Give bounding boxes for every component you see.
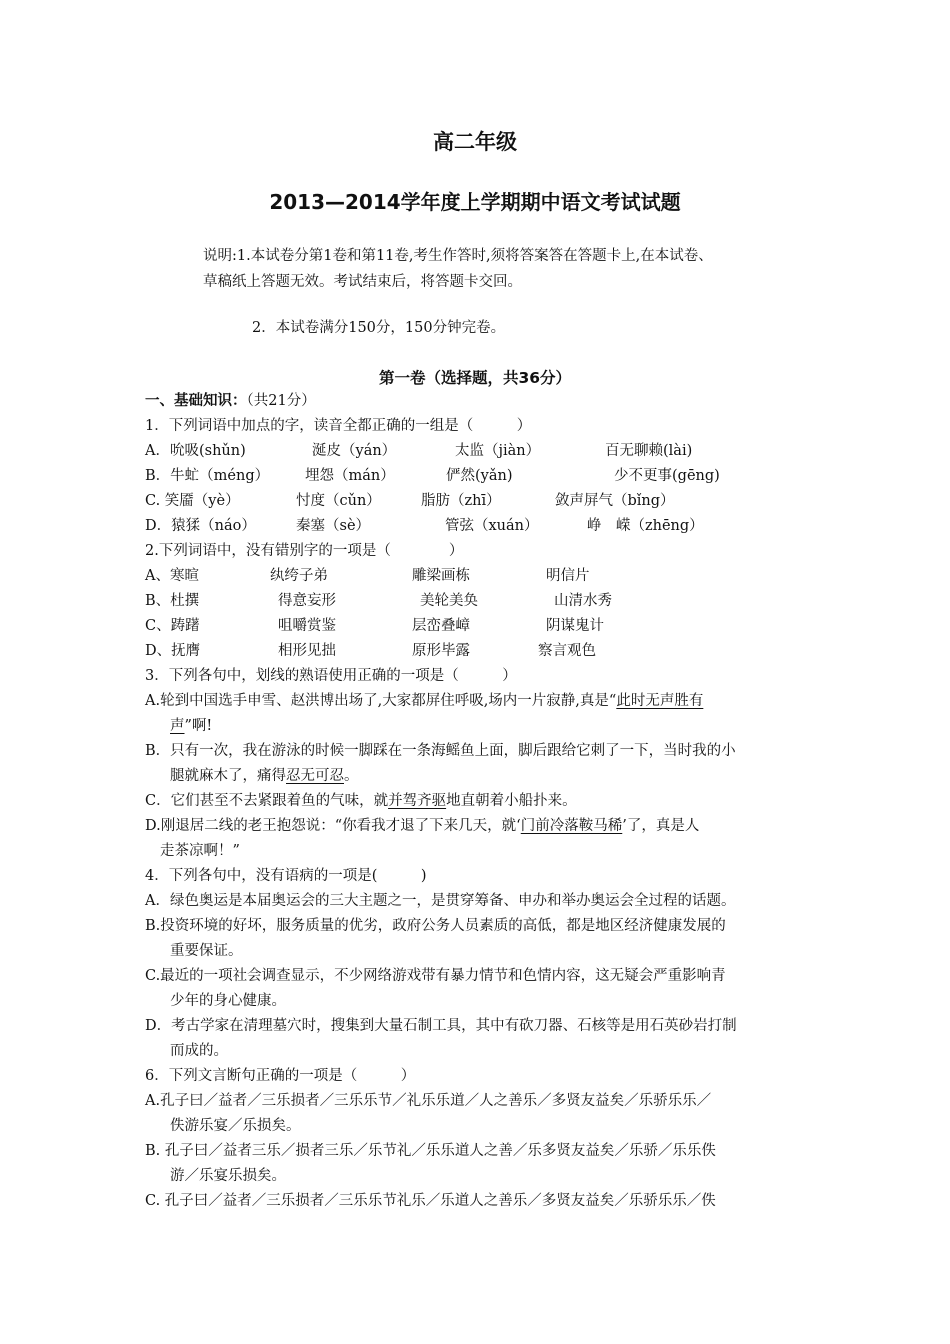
q3-option-a-line2: 声”啊!: [170, 718, 213, 734]
question-6-stem: 6．下列文言断句正确的一项是（ ）: [145, 1068, 416, 1084]
q2-option-d-4: 察言观色: [538, 643, 596, 659]
exam-title: 2013—2014学年度上学期期中语文考试试题: [269, 190, 681, 214]
q6-option-b-line1: B. 孔子曰／益者三乐／损者三乐／乐节礼／乐乐道人之善／乐多贤友益矣／乐骄／乐乐佚: [145, 1143, 716, 1159]
q1-option-c-1: C. 笑靥（yè）: [145, 493, 240, 509]
q2-option-d-2: 相形见拙: [278, 643, 336, 659]
instruction-line-1: 说明:1.本试卷分第1卷和第11卷,考生作答时,须将答案答在答题卡上,在本试卷、: [203, 248, 713, 264]
grade-heading: 高二年级: [433, 130, 517, 154]
instruction-line-3: 2．本试卷满分150分，150分钟完卷。: [252, 320, 506, 336]
q3-option-a-line1: A.轮到中国选手申雪、赵洪博出场了,大家都屏住呼吸,场内一片寂静,真是“此时无声胜有: [145, 693, 704, 709]
q4-option-b-line1: B.投资环境的好坏，服务质量的优劣，政府公务人员素质的高低，都是地区经济健康发展的: [145, 918, 726, 934]
q1-option-b-1: B．牛虻（méng）: [145, 468, 270, 484]
q2-option-c-4: 阴谋鬼计: [546, 618, 604, 634]
q2-option-a-1: A、寒暄: [145, 568, 199, 584]
part-score: （共21分）: [246, 393, 316, 409]
q6-option-a-line1: A.孔子曰／益者／三乐损者／三乐乐节／礼乐乐道／人之善乐／多贤友益矣／乐骄乐乐／: [145, 1093, 712, 1109]
instruction-line-2: 草稿纸上答题无效。考试结束后，将答题卡交回。: [203, 274, 522, 290]
part-heading: [145, 391, 316, 411]
q1-option-a-1: A．吮吸(shǔn): [145, 443, 246, 459]
q2-option-b-1: B、杜撰: [145, 593, 200, 609]
q4-option-c-line1: C.最近的一项社会调查显示，不少网络游戏带有暴力情节和色情内容，这无疑会严重影响青: [145, 968, 726, 984]
q1-option-d-2: 秦塞（sè）: [296, 518, 371, 534]
q1-option-d-4: 峥 嵘（zhēng）: [587, 518, 704, 534]
q1-option-b-3: 俨然(yǎn): [446, 468, 513, 484]
underlined-idiom: 并驾齐驱: [388, 793, 447, 809]
q1-option-a-3: 太监（jiàn）: [455, 443, 541, 459]
question-4-stem: 4．下列各句中，没有语病的一项是( ): [145, 868, 427, 884]
q3-option-b-line1: B．只有一次，我在游泳的时候一脚踩在一条海鳐鱼上面，脚后跟给它刺了一下，当时我的小: [145, 743, 736, 759]
q2-option-b-4: 山清水秀: [554, 593, 612, 609]
q2-option-b-3: 美轮美奂: [420, 593, 478, 609]
underlined-idiom: 门前冷落鞍马稀: [520, 818, 623, 834]
q6-option-b-line2: 游／乐宴乐损矣。: [170, 1168, 286, 1184]
q6-option-c-line1: C. 孔子曰／益者／三乐损者／三乐乐节礼乐／乐道人之善乐／多贤友益矣／乐骄乐乐／佚: [145, 1193, 716, 1209]
part-label: 一、基础知识：: [145, 393, 247, 409]
q3-option-d-line2: 走茶凉啊！”: [160, 843, 240, 859]
q4-option-d-line2: 而成的。: [170, 1043, 228, 1059]
q2-option-c-1: C、踌躇: [145, 618, 200, 634]
q4-option-d-line1: D．考古学家在清理墓穴时，搜集到大量石制工具，其中有砍刀器、石核等是用石英砂岩打制: [145, 1018, 737, 1034]
underlined-idiom: 此时无声胜有: [616, 693, 704, 709]
q1-option-b-4: 少不更事(gēng): [614, 468, 720, 484]
q3-option-c: C．它们甚至不去紧跟着鱼的气味，就并驾齐驱地直朝着小船扑来。: [145, 793, 577, 809]
q3-option-d-line1: D.刚退居二线的老王抱怨说：“你看我才退了下来几天，就‘门前冷落鞍马稀’了，真是人: [145, 818, 700, 834]
q1-option-b-2: 埋怨（mán）: [305, 468, 395, 484]
q2-option-a-2: 纨绔子弟: [270, 568, 328, 584]
q2-option-d-1: D、抚膺: [145, 643, 201, 659]
q2-option-c-2: 咀嚼赏鉴: [278, 618, 336, 634]
q2-option-a-3: 雕梁画栋: [412, 568, 470, 584]
question-1-stem: 1．下列词语中加点的字，读音全都正确的一组是（ ）: [145, 418, 532, 434]
underlined-idiom: 忍无可忍: [286, 768, 344, 784]
q2-option-a-4: 明信片: [546, 568, 590, 584]
q1-option-a-4: 百无聊赖(lài): [605, 443, 693, 459]
q2-option-d-3: 原形毕露: [412, 643, 470, 659]
q1-option-d-3: 管弦（xuán）: [445, 518, 539, 534]
q2-option-b-2: 得意妄形: [278, 593, 336, 609]
q3-option-b-line2: 腿就麻木了，痛得忍无可忍。: [170, 768, 359, 784]
q2-option-c-3: 层峦叠嶂: [412, 618, 470, 634]
question-3-stem: 3．下列各句中，划线的熟语使用正确的一项是（ ）: [145, 668, 517, 684]
q4-option-a: A．绿色奥运是本届奥运会的三大主题之一，是贯穿筹备、申办和举办奥运会全过程的话题。: [145, 893, 736, 909]
underlined-idiom: 声: [170, 718, 185, 734]
q1-option-c-4: 敛声屏气（bǐng）: [555, 493, 675, 509]
section-title: 第一卷（选择题，共36分）: [378, 369, 572, 387]
question-2-stem: 2.下列词语中，没有错别字的一项是（ ）: [145, 543, 464, 559]
q1-option-d-1: D．猿猱（náo）: [145, 518, 256, 534]
q6-option-a-line2: 佚游乐宴／乐损矣。: [170, 1118, 301, 1134]
q1-option-c-3: 脂肪（zhī）: [421, 493, 501, 509]
q1-option-c-2: 忖度（cǔn）: [296, 493, 381, 509]
q4-option-c-line2: 少年的身心健康。: [170, 993, 286, 1009]
q4-option-b-line2: 重要保证。: [170, 943, 243, 959]
q1-option-a-2: 涎皮（yán）: [312, 443, 397, 459]
